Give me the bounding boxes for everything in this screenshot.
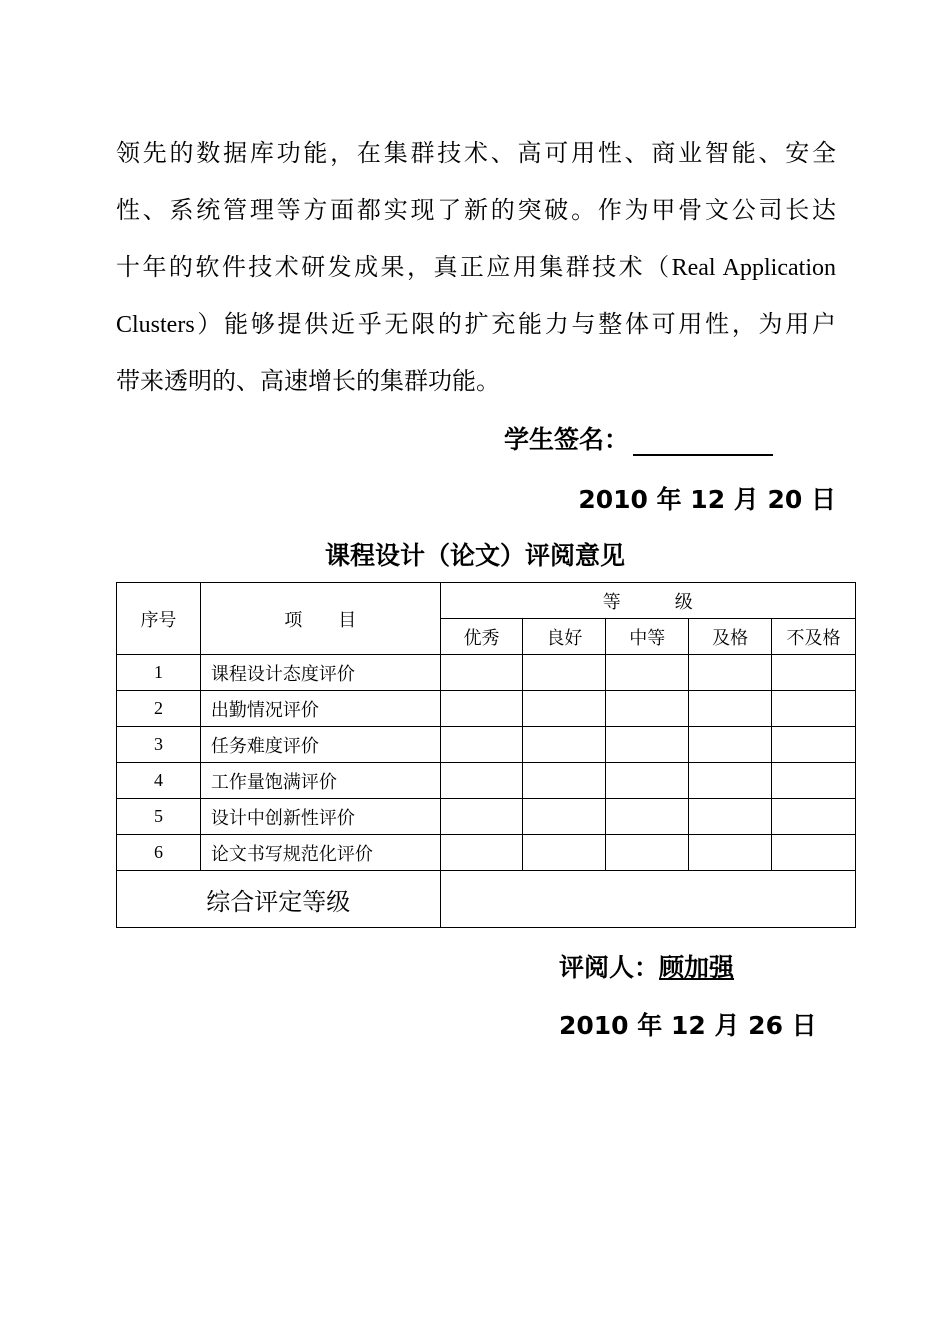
grade-cell[interactable] — [523, 799, 606, 835]
grade-cell[interactable] — [689, 799, 772, 835]
submission-date: 2010 年 12 月 20 日 — [578, 485, 836, 514]
grade-cell[interactable] — [772, 835, 856, 871]
grade-cell[interactable] — [772, 763, 856, 799]
summary-label: 综合评定等级 — [117, 871, 441, 928]
grade-cell[interactable] — [523, 763, 606, 799]
paragraph-line: 带来透明的、高速增长的集群功能。 — [116, 369, 500, 395]
header-item: 项 目 — [200, 583, 440, 655]
grade-cell[interactable] — [440, 655, 523, 691]
grade-cell[interactable] — [772, 799, 856, 835]
row-number: 5 — [117, 799, 201, 835]
row-number: 3 — [117, 727, 201, 763]
row-item: 工作量饱满评价 — [200, 763, 440, 799]
review-date: 2010 年 12 月 26 日 — [559, 1011, 817, 1040]
signature-blank-line — [633, 428, 773, 456]
row-item: 设计中创新性评价 — [200, 799, 440, 835]
body-paragraph — [116, 126, 836, 411]
row-item: 任务难度评价 — [200, 727, 440, 763]
grade-cell[interactable] — [523, 691, 606, 727]
row-item: 论文书写规范化评价 — [200, 835, 440, 871]
row-number: 1 — [117, 655, 201, 691]
grade-good: 良好 — [523, 619, 606, 655]
review-title: 课程设计（论文）评阅意见 — [324, 541, 625, 570]
paragraph-line: Clusters）能够提供近乎无限的扩充能力与整体可用性，为用户 — [116, 312, 836, 338]
header-index: 序号 — [117, 583, 201, 655]
header-grade: 等 级 — [440, 583, 855, 619]
grade-cell[interactable] — [606, 799, 689, 835]
row-number: 2 — [117, 691, 201, 727]
table-row — [117, 799, 856, 835]
row-number: 4 — [117, 763, 201, 799]
reviewer-name: 顾加强 — [659, 953, 735, 982]
grade-cell[interactable] — [689, 835, 772, 871]
grade-cell[interactable] — [606, 655, 689, 691]
paragraph-line: 领先的数据库功能，在集群技术、高可用性、商业智能、安全 — [116, 141, 836, 167]
grade-cell[interactable] — [523, 655, 606, 691]
grade-cell[interactable] — [440, 799, 523, 835]
grade-cell[interactable] — [606, 835, 689, 871]
row-item: 出勤情况评价 — [200, 691, 440, 727]
grade-cell[interactable] — [606, 763, 689, 799]
grade-cell[interactable] — [523, 727, 606, 763]
grade-cell[interactable] — [606, 727, 689, 763]
table-row — [117, 763, 856, 799]
summary-grade-cell[interactable] — [440, 871, 855, 928]
signature-label: 学生签名： — [504, 425, 630, 454]
grade-cell[interactable] — [689, 655, 772, 691]
row-item: 课程设计态度评价 — [200, 655, 440, 691]
paragraph-line: 十年的软件技术研发成果，真正应用集群技术（Real Application — [116, 255, 836, 281]
grade-cell[interactable] — [772, 655, 856, 691]
paragraph-line: 性、系统管理等方面都实现了新的突破。作为甲骨文公司长达 — [116, 198, 836, 224]
grade-cell[interactable] — [772, 727, 856, 763]
table-row — [117, 727, 856, 763]
grade-cell[interactable] — [523, 835, 606, 871]
grade-cell[interactable] — [689, 763, 772, 799]
row-number: 6 — [117, 835, 201, 871]
grade-cell[interactable] — [440, 763, 523, 799]
grade-pass: 及格 — [689, 619, 772, 655]
grade-cell[interactable] — [772, 691, 856, 727]
table-row — [117, 835, 856, 871]
student-signature — [504, 420, 773, 456]
grade-cell[interactable] — [440, 727, 523, 763]
table-row — [117, 691, 856, 727]
grade-fail: 不及格 — [772, 619, 856, 655]
evaluation-table — [116, 582, 856, 928]
table-row — [117, 655, 856, 691]
summary-row — [117, 871, 856, 928]
grade-excellent: 优秀 — [440, 619, 523, 655]
grade-cell[interactable] — [689, 691, 772, 727]
reviewer — [559, 948, 734, 984]
grade-cell[interactable] — [440, 691, 523, 727]
grade-medium: 中等 — [606, 619, 689, 655]
grade-cell[interactable] — [606, 691, 689, 727]
grade-cell[interactable] — [440, 835, 523, 871]
reviewer-label: 评阅人： — [559, 953, 660, 982]
grade-cell[interactable] — [689, 727, 772, 763]
